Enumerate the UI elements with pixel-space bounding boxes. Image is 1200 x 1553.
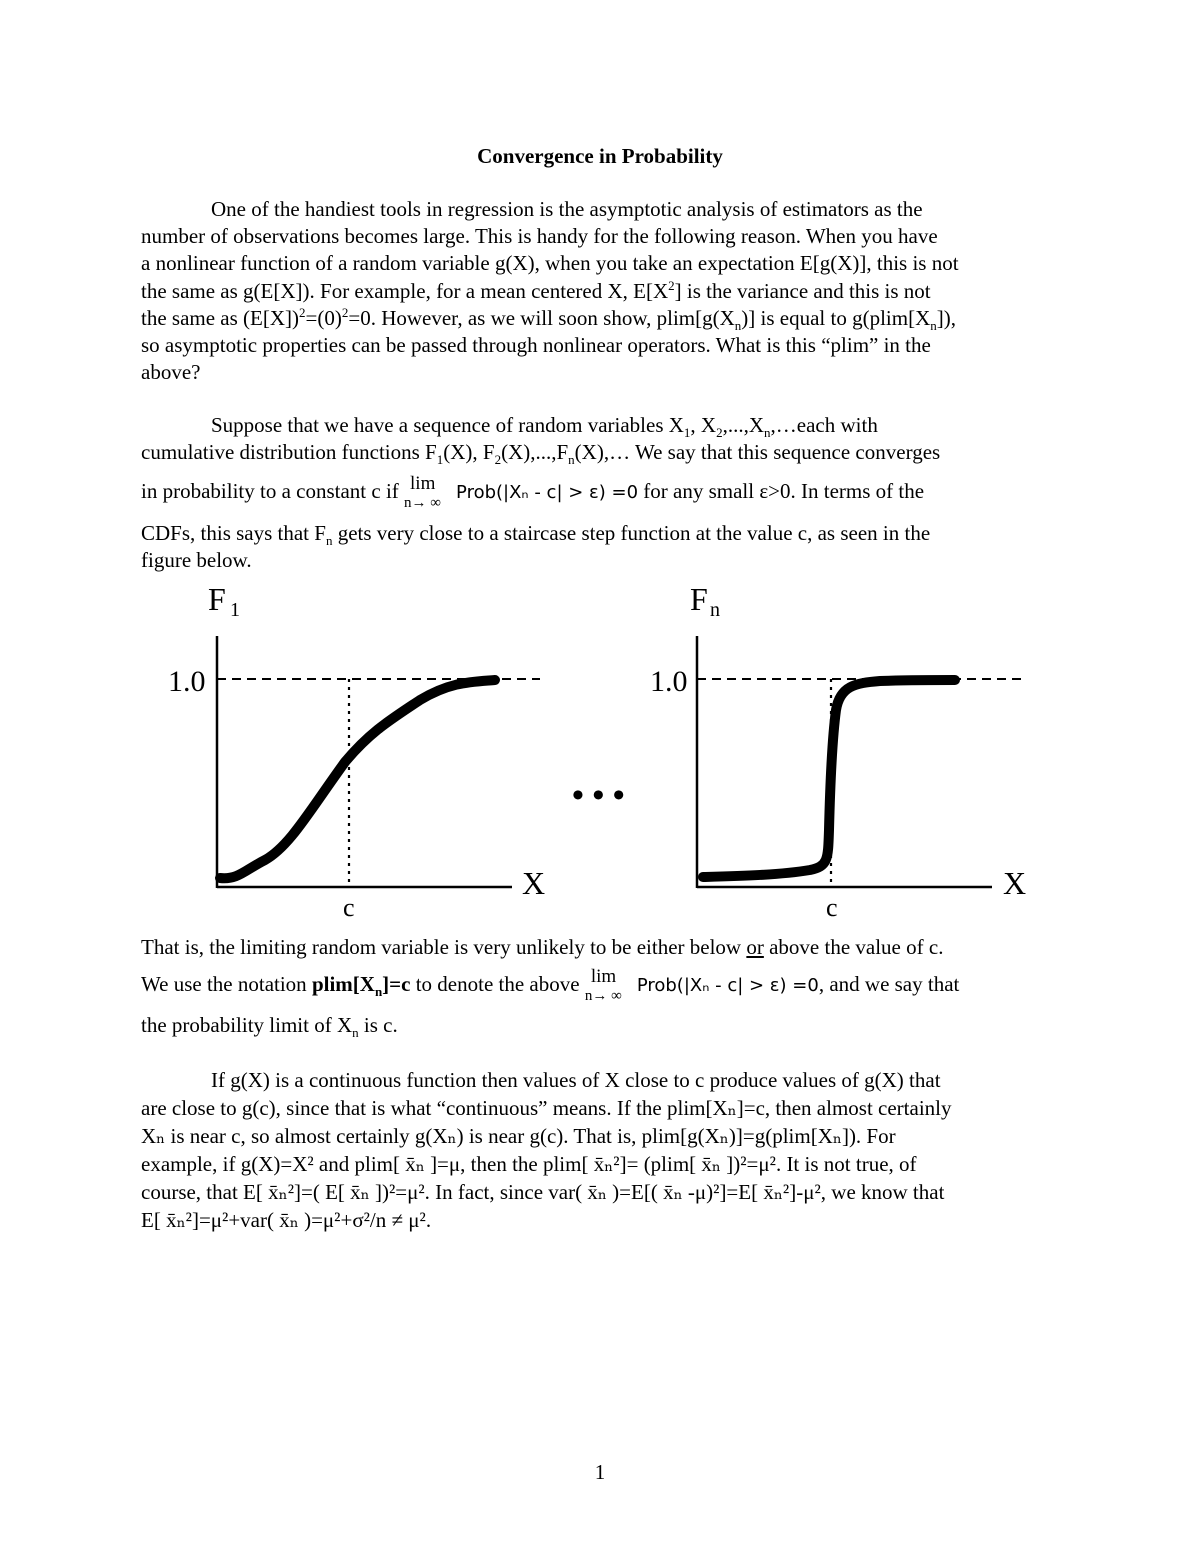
subscript: n (568, 452, 575, 468)
superscript: 2 (341, 304, 349, 320)
p1-text: =(0) (305, 305, 342, 330)
lim-subscript: n→ ∞ (404, 495, 441, 512)
subscript: 2 (716, 425, 723, 441)
p2-line: figure below. (141, 547, 252, 572)
p4-line: Xₙ is near c, so almost certainly g(Xₙ) is near g(c). That is, plim[g(Xₙ)]=g(plim[Xₙ]). For (141, 1124, 896, 1148)
emphasis-or: or (746, 935, 764, 959)
right-cdf-panel (650, 581, 1026, 922)
right-cdf-curve (703, 680, 955, 877)
p2-text: ,...,X (722, 413, 765, 437)
p4-line: If g(X) is a continuous function then values of X close to c produce values of g(X) that (211, 1068, 941, 1092)
p2-text: ,…each with (770, 413, 878, 437)
page-number: 1 (594, 1460, 606, 1484)
subscript: 1 (436, 452, 444, 468)
p1-text: )] is equal to g(plim[X (741, 305, 931, 330)
left-axis-label: F (208, 581, 226, 617)
subscript: n (325, 532, 333, 548)
p3-text: , and we say that (818, 972, 960, 997)
right-axis-label: F (690, 581, 708, 617)
page-title: Convergence in Probability (477, 144, 723, 168)
p3-text: to denote the above (410, 972, 585, 997)
p1-line: a nonlinear function of a random variable g(X), when you take an expectation E[g(X)], this is not (141, 251, 959, 276)
p2-text: for any small ε>0. In terms of the (638, 479, 925, 504)
right-y-tick: 1.0 (650, 665, 688, 698)
plim-notation: ]=c (382, 972, 411, 997)
p1-text: the same as g(E[X]). For example, for a mean centered X, E[X (141, 278, 669, 303)
superscript: 2 (668, 277, 675, 293)
p4-line: are close to g(c), since that is what “continuous” means. If the plim[Xₙ]=c, then almost certainly (141, 1096, 952, 1120)
subscript: n (764, 425, 771, 441)
p3-text: We use the notation (141, 972, 312, 997)
p1-line: so asymptotic properties can be passed through nonlinear operators. What is this “plim” in the (141, 333, 931, 358)
paragraph-4 (141, 1066, 1061, 1234)
left-cdf-panel (168, 581, 545, 922)
p3-text: the probability limit of X (141, 1013, 353, 1038)
probability-expression: Prob(|Xₙ - c| > ε) =0 (456, 482, 639, 504)
p4-line: course, that E[ x̄ₙ²]=( E[ x̄ₙ ])²=μ². In fact, since var( x̄ₙ )=E[( x̄ₙ -μ)²]=E[ x̄ₙ²]-μ², we know that (141, 1180, 945, 1204)
p1-line: One of the handiest tools in regression is the asymptotic analysis of estimators as the (211, 197, 923, 221)
subscript: n (374, 984, 383, 1000)
p1-text: the same as (E[X]) (141, 305, 300, 330)
subscript: 2 (494, 452, 502, 468)
lim-label: lim (410, 473, 436, 495)
subscript: n (352, 1025, 359, 1041)
p2-text: , X (690, 413, 717, 437)
p2-text: (X),… We say that this sequence converges (574, 440, 941, 465)
right-c-label: c (826, 893, 838, 922)
subscript: 1 (683, 425, 691, 441)
limit-operator (584, 966, 637, 1005)
p2-text: (X),...,F (501, 440, 569, 465)
p1-text: =0. However, as we will soon show, plim[g(X (348, 305, 735, 330)
lim-label: lim (590, 966, 617, 988)
p4-line: example, if g(X)=X² and plim[ x̄ₙ ]=μ, then the plim[ x̄ₙ²]= (plim[ x̄ₙ ])²=μ². It is not true, of (141, 1152, 917, 1176)
right-x-label: X (1003, 865, 1027, 901)
subscript: n (930, 318, 937, 333)
limit-operator (404, 473, 456, 512)
right-axis-subscript: n (710, 599, 720, 621)
p2-text: Suppose that we have a sequence of random variables X (211, 413, 684, 437)
p2-text: in probability to a constant c if (141, 479, 405, 504)
ellipsis: • • • (572, 777, 625, 814)
plim-notation: plim[X (311, 972, 375, 997)
paragraph-1 (141, 196, 1061, 386)
p2-text: cumulative distribution functions F (141, 440, 437, 465)
cdf-figure (0, 570, 1200, 930)
p4-line: E[ x̄ₙ²]=μ²+var( x̄ₙ )=μ²+σ²/n ≠ μ². (141, 1208, 432, 1232)
p1-line: above? (141, 360, 201, 385)
subscript: n (734, 318, 742, 333)
paragraph-3 (141, 934, 1061, 1040)
p1-text: ]), (936, 305, 956, 330)
p1-text: ] is the variance and this is not (674, 278, 931, 303)
p2-text: (X), F (443, 440, 495, 465)
p3-text: above the value of c. (763, 935, 944, 959)
probability-expression: Prob(|Xₙ - c| > ε) =0 (636, 975, 819, 997)
p3-text: That is, the limiting random variable is very unlikely to be either below (141, 935, 747, 959)
p3-text: is c. (358, 1013, 398, 1038)
left-cdf-curve (220, 680, 495, 878)
lim-subscript: n→ ∞ (584, 988, 622, 1005)
p2-text: CDFs, this says that F (141, 520, 326, 545)
paragraph-2 (141, 412, 1061, 574)
p1-line: number of observations becomes large. This is handy for the following reason. When you have (141, 224, 938, 249)
superscript: 2 (299, 304, 306, 320)
left-c-label: c (343, 893, 355, 922)
left-y-tick: 1.0 (168, 665, 206, 698)
left-x-label: X (522, 865, 546, 901)
p2-text: gets very close to a staircase step function at the value c, as seen in the (332, 520, 931, 545)
left-axis-subscript: 1 (230, 599, 240, 621)
